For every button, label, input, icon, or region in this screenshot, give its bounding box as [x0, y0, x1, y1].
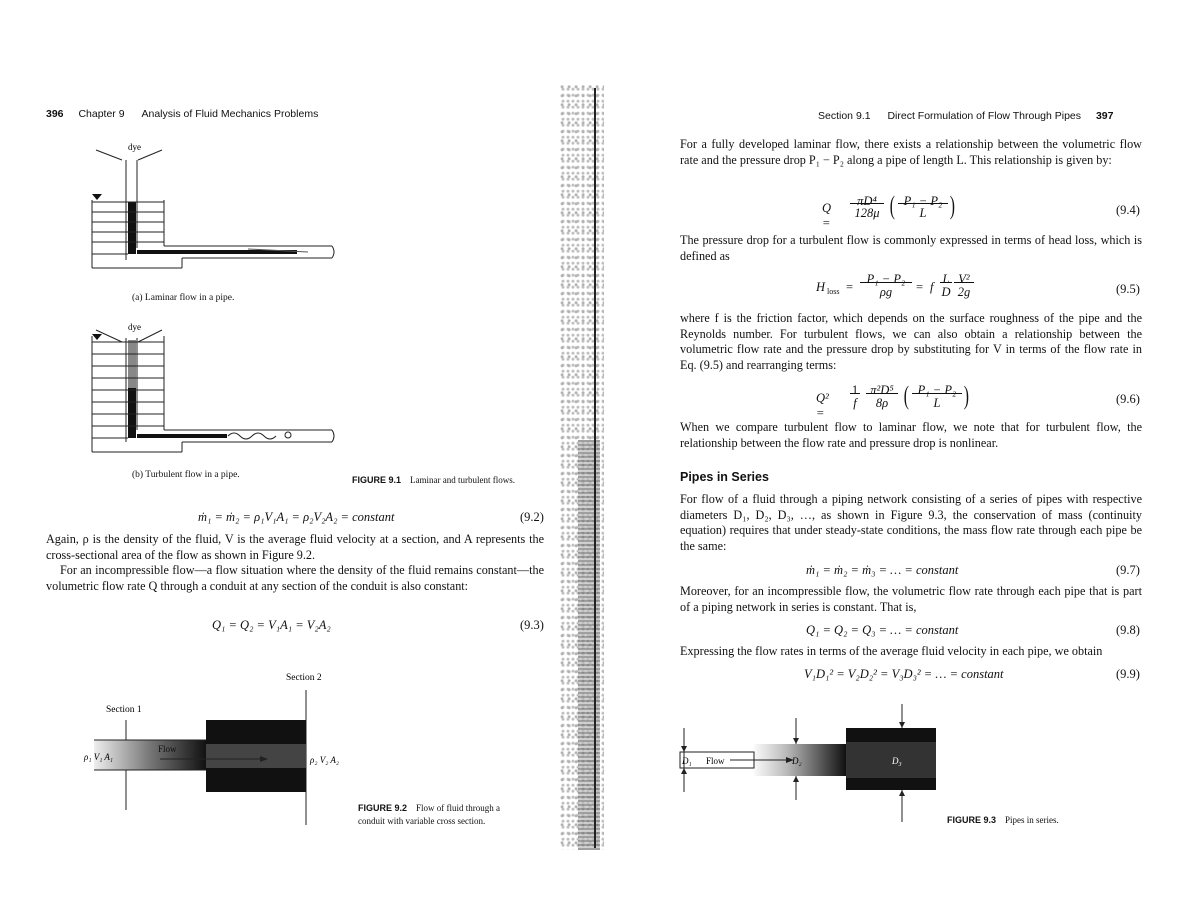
flow-label-9-2: Flow: [158, 744, 177, 754]
figure-9-2-title: [358, 801, 500, 827]
section-1-quantities: ρ₁ V₁ A₁: [84, 752, 114, 762]
equation-9-5-number: (9.5): [1116, 282, 1140, 296]
right-paragraph-6: Moreover, for an incompressible flow, the volumetric flow rate through each pipe that is part of a piping network in series is constant. That is,: [680, 584, 1142, 614]
dye-label-a: dye: [128, 142, 141, 152]
eq96-bot: 8ρ: [875, 396, 889, 410]
eq95-frac-top: P₁ − P₂: [866, 272, 906, 286]
figure-9-1a-laminar: [88, 140, 338, 275]
right-paragraph-2: The pressure drop for a turbulent flow is commonly expressed in terms of head loss, which is defined as: [680, 233, 1142, 263]
eq94-paren-open: (: [889, 191, 895, 220]
eq96-paren-open: (: [903, 381, 909, 410]
figure-9-1-title: [352, 470, 515, 488]
left-chapter-title: Analysis of Fluid Mechanics Problems: [141, 108, 319, 120]
figure-9-3-pipes-in-series: [676, 700, 946, 825]
eq95-frac-bar: [860, 282, 912, 283]
figure-9-1b-turbulent: [88, 318, 338, 458]
equation-9-4-number: (9.4): [1116, 203, 1140, 217]
eq95-V-bar: [954, 282, 974, 283]
left-page-number: 396: [46, 108, 64, 120]
eq96-paren-bot: L: [933, 396, 941, 410]
eq96-one: 1: [851, 383, 859, 397]
eq96-f: f: [853, 396, 857, 410]
figure-9-2-text-1: Flow of fluid through a: [416, 803, 501, 813]
figure-9-2-label: FIGURE 9.2: [358, 803, 408, 813]
figure-9-3-text: Pipes in series.: [1005, 815, 1059, 825]
eq96-paren-bar: [912, 393, 962, 394]
equation-9-9: V₁D₁² = V₂D₂² = V₃D₃² = … = constant: [804, 667, 1004, 681]
figure-9-1-text: Laminar and turbulent flows.: [410, 475, 515, 485]
right-paragraph-3: where f is the friction factor, which depends on the surface roughness of the pipe and the Reynolds number. For turbulent flows, we can also obtain a relationship between the volumetric flow rate and the pressure drop by substituting for V in terms of the flow rate in Eq. (9.5) and rearranging terms:: [680, 311, 1142, 372]
right-paragraph-1: For a fully developed laminar flow, there exists a relationship between the volumetric flow rate and the pressure drop P₁ − P₂ along a pipe of length L. This relationship is given by:: [680, 137, 1142, 167]
eq95-sub: loss: [827, 287, 840, 296]
eq94-num-bot: 128μ: [854, 206, 880, 220]
equation-9-3-number: (9.3): [520, 618, 544, 632]
eq96-paren-close: ): [963, 381, 969, 410]
section-1-label: Section 1: [106, 705, 142, 715]
right-paragraph-4: When we compare turbulent flow to laminar flow, we note that for turbulent flow, the relationship between the flow rate and pressure drop is nonlinear.: [680, 420, 1142, 450]
eq94-paren-bot: L: [919, 206, 927, 220]
figure-9-2-variable-conduit: [80, 660, 370, 850]
figure-9-1a-caption: (a) Laminar flow in a pipe.: [132, 293, 235, 303]
eq95-V-bot: 2g: [957, 285, 971, 299]
eq94-paren-close: ): [949, 191, 955, 220]
d1-label: D₁: [682, 756, 692, 766]
eq95-LD-bot: D: [941, 285, 951, 299]
equation-9-2-number: (9.2): [520, 510, 544, 524]
eq96-bar-1: [850, 393, 860, 394]
right-paragraph-5: For flow of a fluid through a piping network consisting of a series of pipes with respective diameters D₁, D₂, D₃, …, as shown in Figure 9.3, the conservation of mass (continuity equation) requires that under steady-state conditions, the mass flow rate through each pipe be the same:: [680, 492, 1142, 553]
right-page-number: 397: [1095, 110, 1114, 122]
eq94-paren-bar: [898, 203, 948, 204]
equation-9-9-number: (9.9): [1116, 667, 1140, 681]
eq95-LD-top: L: [942, 272, 950, 286]
figure-9-3-label: FIGURE 9.3: [947, 815, 997, 825]
section-heading-pipes-in-series: Pipes in Series: [680, 470, 769, 484]
dye-label-b: dye: [128, 322, 141, 332]
eq95-V-top: V²: [958, 272, 970, 286]
equation-9-8-number: (9.8): [1116, 623, 1140, 637]
eq94-fraction-bar: [850, 203, 884, 204]
eq96-paren-top: P₁ − P₂: [917, 383, 957, 397]
equation-9-7-number: (9.7): [1116, 563, 1140, 577]
eq96-top: π²D⁵: [870, 383, 894, 397]
equation-9-2: ṁ₁ = ṁ₂ = ρ₁V₁A₁ = ρ₂V₂A₂ = constant: [198, 510, 395, 524]
figure-9-1b-caption: (b) Turbulent flow in a pipe.: [132, 470, 240, 480]
equation-9-6-number: (9.6): [1116, 392, 1140, 406]
eq95-f: f: [930, 280, 934, 294]
eq95-frac-bot: ρg: [879, 285, 893, 299]
eq96-bar-2: [866, 393, 898, 394]
figure-9-3-title: [947, 810, 1059, 828]
figure-9-2-text-2: conduit with variable cross section.: [358, 816, 486, 826]
left-running-head: [46, 108, 318, 120]
right-running-head: [818, 110, 1113, 122]
left-paragraph-1: Again, ρ is the density of the fluid, V is the average fluid velocity at a section, and A represents the cross-sectional area of the flow as shown in Figure 9.2.: [46, 532, 544, 562]
right-section-title: Direct Formulation of Flow Through Pipes: [887, 110, 1082, 122]
d3-label: D₃: [892, 756, 902, 766]
eq95-lhs: H: [816, 280, 826, 294]
left-paragraph-2: For an incompressible flow—a flow situation where the density of the fluid remains constant—the volumetric flow rate Q through a conduit at any section of the conduit is also constant:: [46, 563, 544, 593]
book-spine: [594, 88, 596, 848]
equation-9-8: Q₁ = Q₂ = Q₃ = … = constant: [806, 623, 959, 637]
eq94-lhs: Q =: [822, 201, 832, 230]
eq95-equals-2: =: [916, 280, 924, 294]
eq96-lhs: Q² =: [816, 391, 829, 420]
section-2-quantities: ρ₂ V₂ A₂: [310, 755, 340, 765]
figure-9-1-label: FIGURE 9.1: [352, 475, 402, 485]
d2-label: D₂: [792, 756, 802, 766]
flow-label-9-3: Flow: [706, 756, 725, 766]
eq94-paren-top: P₁ − P₂: [903, 194, 943, 208]
left-chapter: Chapter 9: [78, 108, 125, 120]
book-gutter-shadow-dark: [578, 440, 600, 850]
eq94-num-top: πD⁴: [857, 194, 877, 208]
right-paragraph-7: Expressing the flow rates in terms of the average fluid velocity in each pipe, we obtain: [680, 644, 1103, 658]
eq95-LD-bar: [940, 282, 952, 283]
section-2-label: Section 2: [286, 673, 322, 683]
eq95-equals-1: =: [846, 280, 854, 294]
equation-9-7: ṁ₁ = ṁ₂ = ṁ₃ = … = constant: [806, 563, 959, 577]
right-section: Section 9.1: [818, 110, 871, 122]
equation-9-3: Q₁ = Q₂ = V₁A₁ = V₂A₂: [212, 618, 331, 632]
